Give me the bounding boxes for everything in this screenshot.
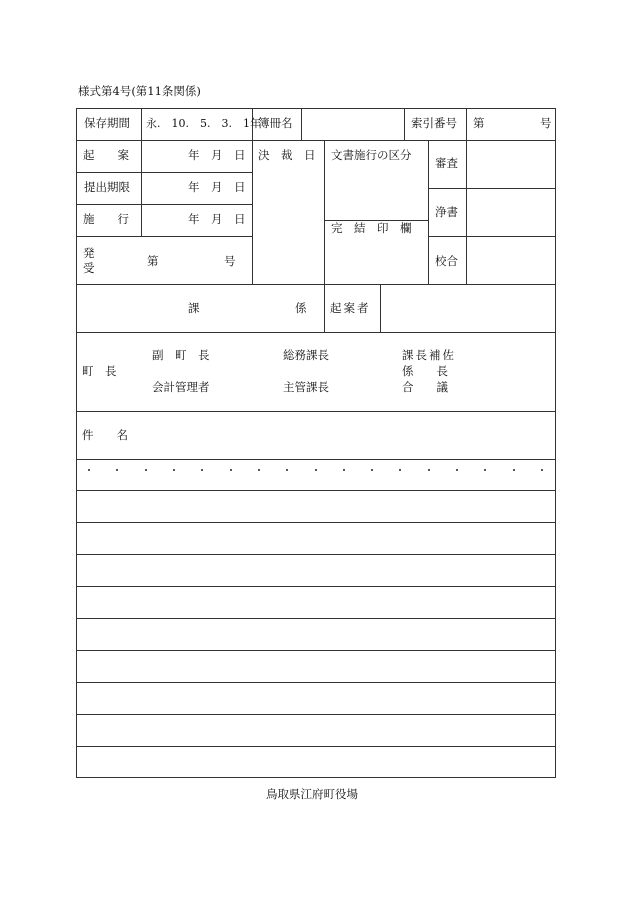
blank-row-line-4	[76, 618, 556, 619]
blank-row-line-3	[76, 586, 556, 587]
aigi-label: 合 議	[402, 380, 448, 394]
label-col-line	[141, 108, 142, 236]
blank-row-line-7	[76, 714, 556, 715]
blank-row-line-8	[76, 746, 556, 747]
kanketsu-in-label: 完 結 印 欄	[331, 221, 412, 235]
row2-bottom-line	[76, 172, 252, 173]
teishutsu-kigen-label: 提出期限	[84, 180, 130, 194]
hatsuju-dai: 第	[147, 254, 159, 268]
header-block-bottom-line	[76, 284, 556, 285]
kessai-col-line	[252, 108, 253, 284]
approval-bottom-line	[76, 411, 556, 412]
guide-dot	[201, 469, 203, 471]
retention-period-label: 保存期間	[84, 116, 130, 130]
subject-bottom-line	[76, 459, 556, 460]
guide-dot	[371, 469, 373, 471]
guide-dot	[286, 469, 288, 471]
shinsa-col-line	[428, 140, 429, 284]
kian-label: 起 案	[83, 148, 129, 162]
josho-label: 浄書	[435, 205, 458, 219]
shinsa-label: 審査	[435, 156, 458, 170]
guide-dot	[258, 469, 260, 471]
row4-bottom-line	[76, 236, 252, 237]
ju-label: 受	[83, 261, 95, 275]
ledger-name-label: 簿冊名	[258, 116, 293, 130]
guide-dot	[88, 469, 90, 471]
shiko-label: 施 行	[83, 212, 129, 226]
fukuchocho-label: 副 町 長	[152, 348, 210, 362]
guide-dot	[145, 469, 147, 471]
shinsa-josho-line	[428, 188, 556, 189]
dots-row-bottom-line	[76, 490, 556, 491]
guide-dot	[541, 469, 543, 471]
guide-dot	[513, 469, 515, 471]
shukan-kacho-label: 主管課長	[283, 380, 329, 394]
hatsuju-go: 号	[224, 254, 236, 268]
index-go: 号	[540, 116, 552, 130]
guide-dot	[116, 469, 118, 471]
hatsu-label: 発	[83, 246, 95, 260]
index-number-label: 索引番号	[411, 116, 457, 130]
josho-kogo-line	[428, 236, 556, 237]
blank-row-line-1	[76, 522, 556, 523]
teishutsu-kigen-date: 年 月 日	[188, 180, 246, 194]
ledger-value-col-line	[301, 108, 302, 140]
kiansha-value-col-line	[380, 284, 381, 332]
kakari-label: 係	[295, 301, 307, 315]
guide-dot	[456, 469, 458, 471]
kakaricho-label: 係 長	[402, 364, 448, 378]
index-dai: 第	[473, 116, 485, 130]
kessai-label: 決 裁 日	[258, 148, 316, 162]
table-bottom-border	[76, 777, 556, 778]
guide-dot	[399, 469, 401, 471]
guide-dot	[173, 469, 175, 471]
kacho-hosa-label: 課長補佐	[402, 348, 456, 362]
guide-dot	[343, 469, 345, 471]
office-name: 鳥取県江府町役場	[266, 787, 358, 801]
section-row-bottom-line	[76, 332, 556, 333]
kogo-label: 校合	[435, 254, 458, 268]
row1-bottom-line	[76, 140, 556, 141]
kiansha-label: 起案者	[330, 301, 371, 315]
table-top-border	[76, 108, 556, 109]
somu-kacho-label: 総務課長	[283, 348, 329, 362]
kenmei-label: 件 名	[82, 428, 128, 442]
retention-period-value: 永. 10. 5. 3. 1年	[146, 117, 261, 130]
guide-dot	[428, 469, 430, 471]
guide-dot	[315, 469, 317, 471]
dotted-guide-row	[88, 469, 543, 471]
blank-row-line-5	[76, 650, 556, 651]
bunsho-col-line	[324, 140, 325, 332]
row3-bottom-line	[76, 204, 252, 205]
ka-label: 課	[188, 301, 200, 315]
bunsho-kubun-label: 文書施行の区分	[331, 148, 412, 162]
blank-row-line-2	[76, 554, 556, 555]
table-right-border	[555, 108, 556, 778]
guide-dot	[230, 469, 232, 471]
kaikei-kanrisha-label: 会計管理者	[152, 380, 210, 394]
shiko-date: 年 月 日	[188, 212, 246, 226]
kian-date: 年 月 日	[188, 148, 246, 162]
chocho-label: 町 長	[82, 364, 117, 378]
table-left-border	[76, 108, 77, 778]
index-value-col-line	[466, 108, 467, 284]
index-label-col-line	[404, 108, 405, 140]
form-number: 様式第4号(第11条関係)	[78, 84, 201, 98]
guide-dot	[484, 469, 486, 471]
blank-row-line-6	[76, 682, 556, 683]
